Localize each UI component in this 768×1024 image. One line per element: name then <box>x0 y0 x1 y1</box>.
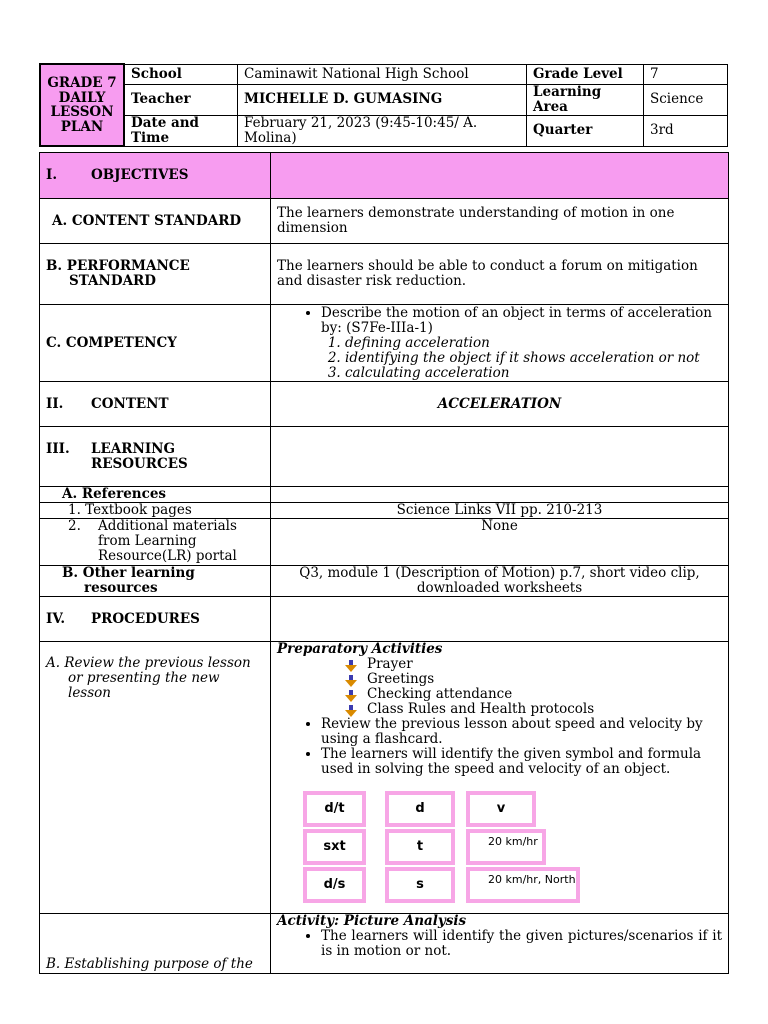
flashcard: v <box>466 791 536 827</box>
flashcard: t <box>385 829 455 865</box>
flashcard: d/s <box>303 867 366 903</box>
competency-item: 1. defining acceleration <box>345 336 722 351</box>
competency-item: 2. identifying the object if it shows acceleration or not <box>345 351 722 366</box>
date-time-value: February 21, 2023 (9:45-10:45/ A. Molina) <box>238 115 527 146</box>
review-content <box>271 642 729 914</box>
grade-level-label: Grade Level <box>527 64 644 84</box>
other-resources-label: B. Other learning resources <box>40 566 271 597</box>
flashcard: d/t <box>303 791 366 827</box>
quarter-label: Quarter <box>527 115 644 146</box>
review-bullet: • Review the previous lesson about speed and velocity by using a flashcard. <box>321 717 722 747</box>
grade-level-value: 7 <box>644 64 728 84</box>
learning-area-value: Science <box>644 84 728 115</box>
references-value <box>271 487 729 503</box>
purpose-bullet: • The learners will identify the given pictures/scenarios if it is in motion or not. <box>321 929 722 959</box>
preparatory-heading: Preparatory Activities <box>277 641 443 657</box>
performance-standard-label: B. PERFORMANCE STANDARD <box>40 244 271 305</box>
objectives-heading: I. OBJECTIVES <box>40 153 271 199</box>
school-value: Caminawit National High School <box>238 64 527 84</box>
objectives-value <box>271 153 729 199</box>
flashcard: 20 km/hr <box>466 829 546 865</box>
arrow-down-icon <box>345 705 357 717</box>
competency-label: C. COMPETENCY <box>40 305 271 382</box>
purpose-content <box>271 914 729 974</box>
procedures-value <box>271 597 729 642</box>
activity-item: Greetings <box>345 672 722 687</box>
arrow-down-icon <box>345 675 357 687</box>
purpose-heading: Activity: Picture Analysis <box>277 913 467 929</box>
learning-resources-heading: III. LEARNING RESOURCES <box>40 427 271 487</box>
competency-bullet: • Describe the motion of an object in terms of acceleration by: (S7Fe-IIIa-1) <box>321 306 722 336</box>
other-resources-value: Q3, module 1 (Description of Motion) p.7, short video clip, downloaded worksheets <box>271 566 729 597</box>
content-heading: II. CONTENT <box>40 382 271 427</box>
competency-item: 3. calculating acceleration <box>345 366 722 381</box>
performance-standard-value: The learners should be able to conduct a forum on mitigation and disaster risk reduction. <box>271 244 729 305</box>
references-label: A. References <box>40 487 271 503</box>
school-label: School <box>124 64 238 84</box>
content-standard-label: A. CONTENT STANDARD <box>40 199 271 244</box>
activity-item: Prayer <box>345 657 722 672</box>
content-value: ACCELERATION <box>271 382 729 427</box>
review-bullet: • The learners will identify the given symbol and formula used in solving the speed and velocity of an object. <box>321 747 722 777</box>
flashcard: s <box>385 867 455 903</box>
procedures-heading: IV. PROCEDURES <box>40 597 271 642</box>
flashcard: 20 km/hr, North <box>466 867 580 903</box>
learning-resources-value <box>271 427 729 487</box>
grade-block: GRADE 7 DAILY LESSON PLAN <box>40 64 124 146</box>
competency-value <box>271 305 729 382</box>
purpose-label: B. Establishing purpose of the <box>40 914 271 974</box>
textbook-value: Science Links VII pp. 210-213 <box>271 503 729 519</box>
date-time-label: Date and Time <box>124 115 238 146</box>
review-label: A. Review the previous lesson or presenting the new lesson <box>40 642 271 914</box>
arrow-down-icon <box>345 690 357 702</box>
flashcards <box>277 785 722 911</box>
lesson-plan-table <box>39 152 729 974</box>
header-table <box>39 63 728 147</box>
activity-item: Checking attendance <box>345 687 722 702</box>
activity-item: Class Rules and Health protocols <box>345 702 722 717</box>
arrow-down-icon <box>345 660 357 672</box>
textbook-label: 1. Textbook pages <box>40 503 271 519</box>
learning-area-label: Learning Area <box>527 84 644 115</box>
flashcard: sxt <box>303 829 366 865</box>
additional-materials-value: None <box>271 519 729 566</box>
quarter-value: 3rd <box>644 115 728 146</box>
teacher-value: MICHELLE D. GUMASING <box>238 84 527 115</box>
teacher-label: Teacher <box>124 84 238 115</box>
flashcard: d <box>385 791 455 827</box>
content-standard-value: The learners demonstrate understanding of motion in one dimension <box>271 199 729 244</box>
additional-materials-label: 2. Additional materials from Learning Resource(LR) portal <box>40 519 271 566</box>
